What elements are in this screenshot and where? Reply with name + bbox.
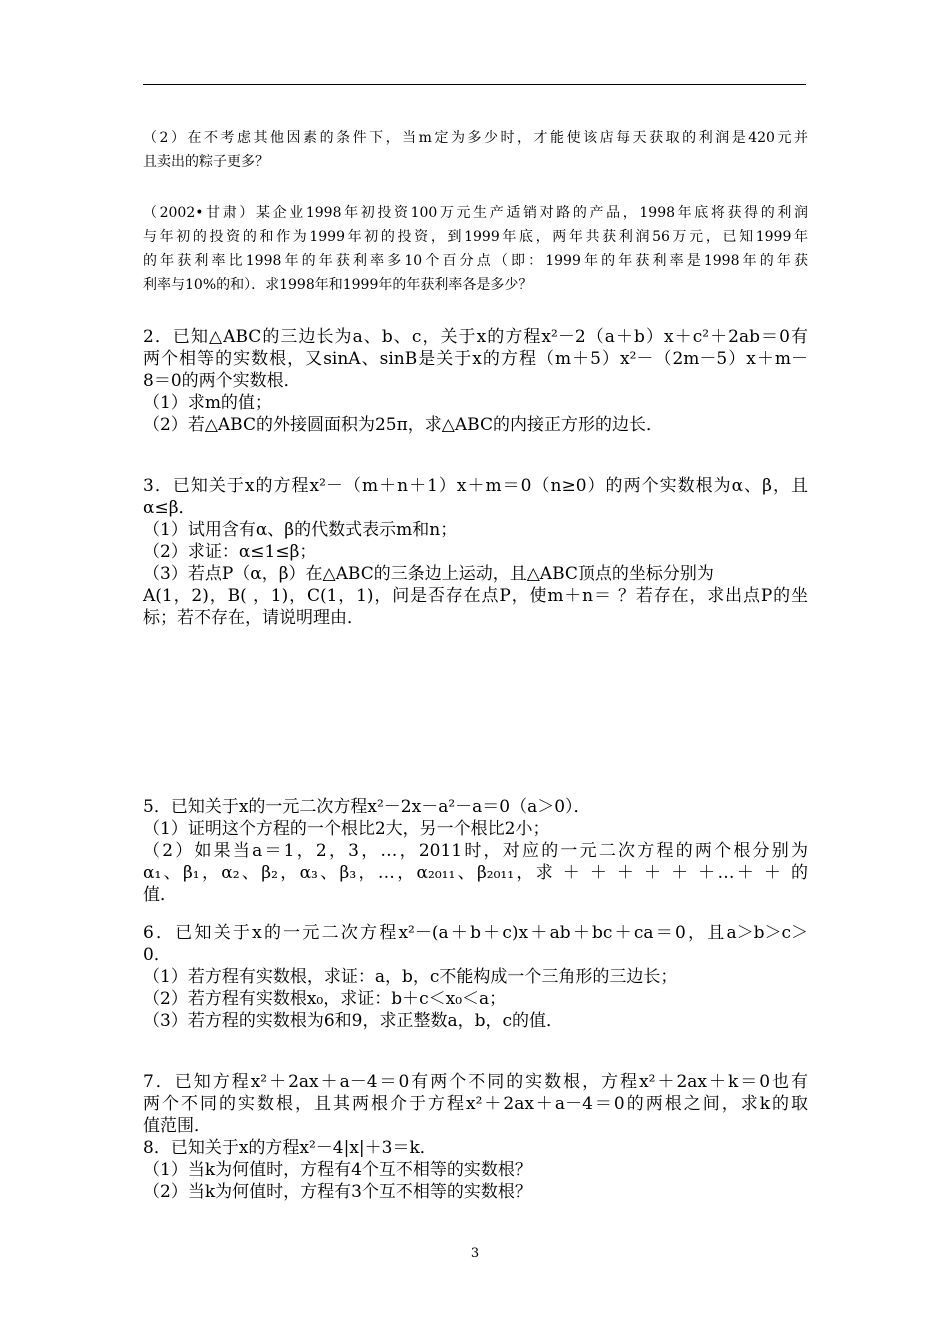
text-line: 两个相等的实数根，又sinA、sinB是关于x的方程（m＋5）x²－（2m－5）x＋m－: [143, 349, 808, 369]
question-q-7-8: [143, 1071, 808, 1203]
question-q-3: [143, 475, 808, 629]
text-line: 值．: [143, 885, 177, 905]
text-line: （2）当k为何值时，方程有3个互不相等的实数根？: [143, 1182, 532, 1202]
text-line: 值范围．: [143, 1116, 211, 1136]
text-line: （2002•甘肃）某企业1998年初投资100万元生产适销对路的产品，1998年底将获得的利润: [143, 205, 808, 221]
text-line: （3）若方程的实数根为6和9，求正整数a，b，c的值．: [143, 1011, 563, 1031]
page-number: 3: [470, 1246, 480, 1261]
text-line: （2）如果当a＝1，2，3，…，2011时，对应的一元二次方程的两个根分别为: [143, 841, 808, 861]
text-line: （1）当k为何值时，方程有4个互不相等的实数根？: [143, 1160, 532, 1180]
question-q-2: [143, 326, 808, 436]
text-line: （2）若△ABC的外接圆面积为25π，求△ABC的内接正方形的边长．: [143, 415, 663, 435]
text-line: （2）求证：α≤1≤β；: [143, 542, 317, 562]
text-line: 的年获利率比1998年的年获利率多10个百分点（即：1999年的年获利率是1998年的年获: [143, 253, 808, 269]
text-line: 5．已知关于x的一元二次方程x²－2x－a²－a＝0（a＞0）．: [143, 797, 591, 817]
text-line: （3）若点P（α，β）在△ABC的三条边上运动，且△ABC顶点的坐标分别为: [143, 564, 714, 584]
text-line: 两个不同的实数根，且其两根介于方程x²＋2ax＋a－4＝0的两根之间，求k的取: [143, 1094, 808, 1114]
text-line: 8．已知关于x的方程x²－4|x|＋3＝k．: [143, 1138, 437, 1158]
text-line: 3．已知关于x的方程x²－（m＋n＋1）x＋m＝0（n≥0）的两个实数根为α、β，且: [143, 476, 808, 496]
question-q-gansu-2002: [143, 201, 808, 297]
text-line: 标；若不存在，请说明理由．: [143, 608, 364, 628]
text-line: （1）试用含有α、β的代数式表示m和n；: [143, 520, 458, 540]
header-rule: [143, 84, 806, 85]
text-line: 6．已知关于x的一元二次方程x²－(a＋b＋c)x＋ab＋bc＋ca＝0，且a＞b＞c＞: [143, 923, 808, 943]
text-line: α₁、β₁，α₂、β₂，α₃、β₃，…，α₂₀₁₁、β₂₀₁₁，求 ＋ ＋ ＋ ＋ ＋ ＋…＋ ＋ 的: [143, 863, 808, 883]
question-q-5: [143, 796, 808, 906]
text-line: （1）证明这个方程的一个根比2大，另一个根比2小；: [143, 819, 550, 839]
text-line: 且卖出的粽子更多？: [143, 154, 269, 170]
question-q-6: [143, 922, 808, 1032]
text-line: （1）若方程有实数根，求证：a，b，c不能构成一个三角形的三边长；: [143, 967, 678, 987]
text-line: 2．已知△ABC的三边长为a、b、c，关于x的方程x²－2（a＋b）x＋c²＋2ab＝0有: [143, 327, 808, 347]
text-line: 与年初的投资的和作为1999年初的投资，到1999年底，两年共获利润56万元，已知1999年: [143, 229, 808, 245]
text-line: （1）求m的值；: [143, 393, 272, 413]
text-line: 7．已知方程x²＋2ax＋a－4＝0有两个不同的实数根，方程x²＋2ax＋k＝0也有: [143, 1072, 808, 1092]
text-line: （2）若方程有实数根x₀，求证：b＋c＜x₀＜a；: [143, 989, 507, 1009]
text-line: A(1，2)，B( ，1)，C(1，1)，问是否存在点P，使m＋n＝ ？若存在，求出点P的坐: [143, 586, 808, 606]
text-line: α≤β．: [143, 498, 196, 518]
text-line: 8＝0的两个实数根．: [143, 371, 301, 391]
text-line: （2）在不考虑其他因素的条件下，当m定为多少时，才能使该店每天获取的利润是420元并: [143, 130, 808, 146]
text-line: 利率与10%的和）．求1998年和1999年的年获利率各是多少？: [143, 277, 533, 293]
question-q-part2-zongzi: [143, 126, 808, 174]
text-line: 0．: [143, 945, 171, 965]
